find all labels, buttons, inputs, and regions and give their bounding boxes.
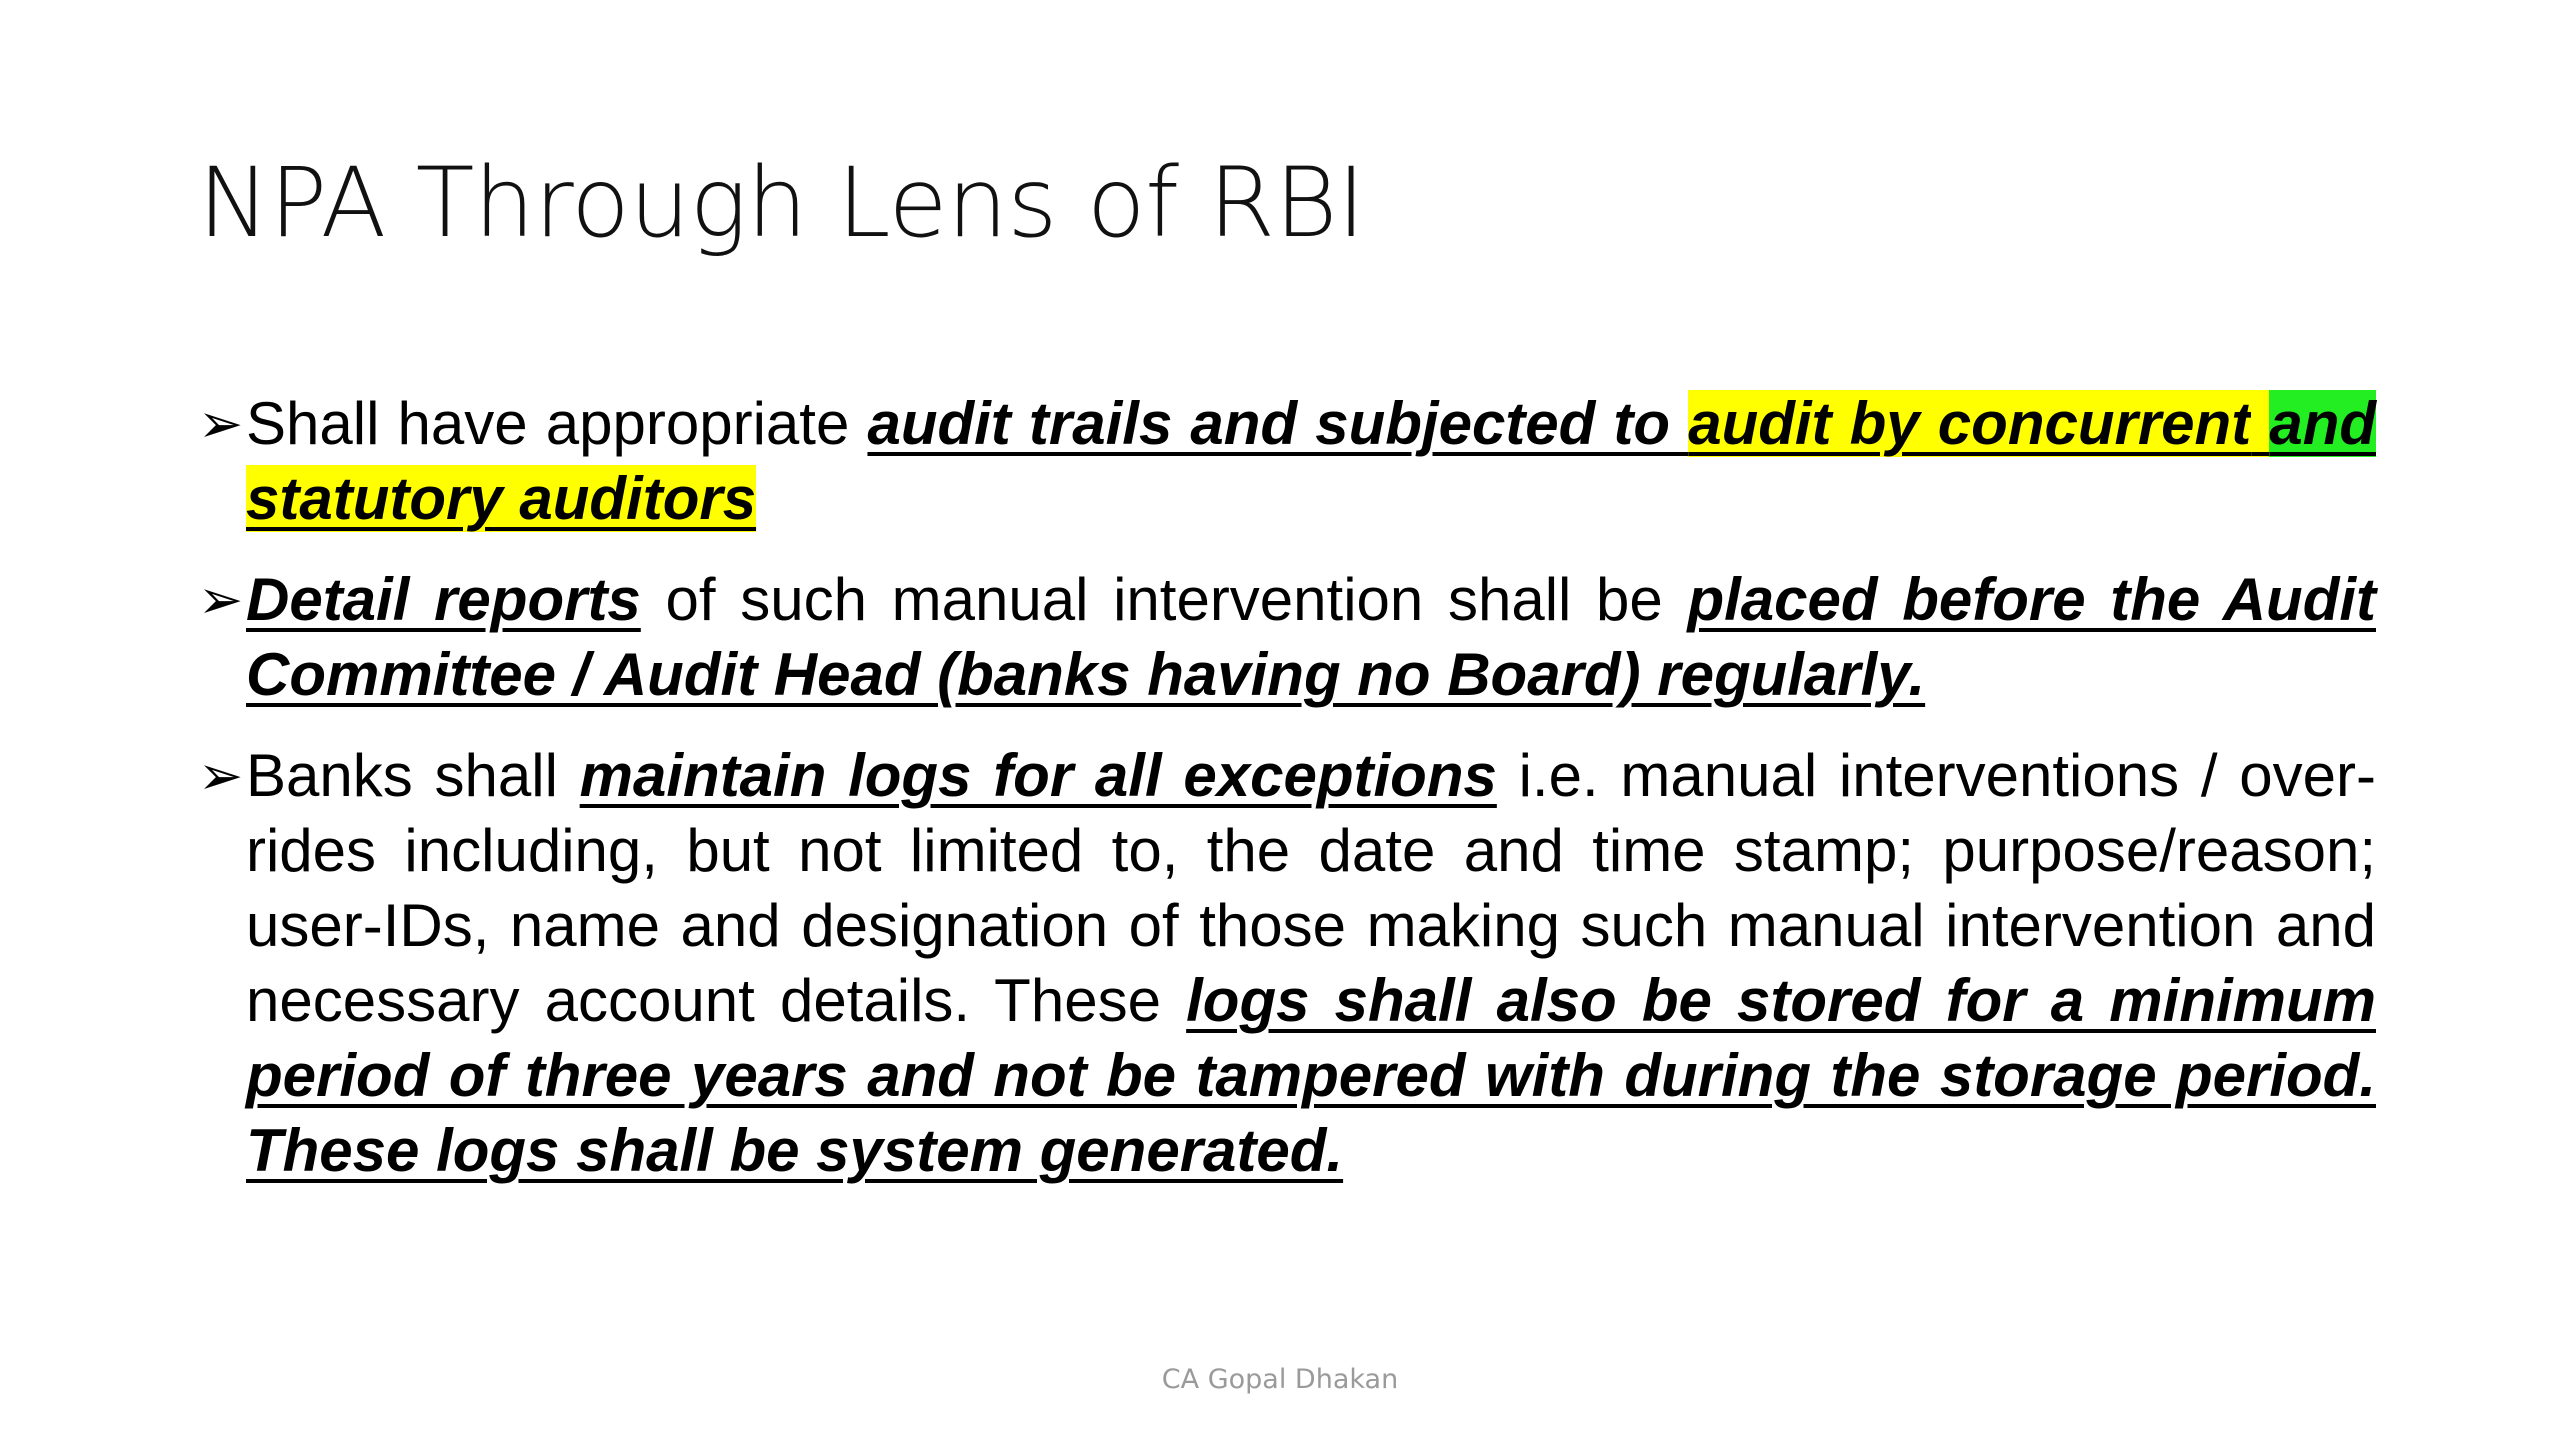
emphasis-text: Detail reports [246,566,641,633]
bullet-text: Banks shall [246,742,580,809]
bullet-item-maintain-logs [198,738,2376,1188]
highlighted-text-green: and [2269,390,2376,457]
arrow-bullet-icon: ➢ [198,744,244,807]
bullet-item-audit-trails [198,386,2376,536]
highlighted-text-yellow: statutory auditors [246,465,757,532]
bullet-text: Shall have appropriate [246,390,868,457]
emphasis-text: maintain logs for all exceptions [579,742,1497,809]
arrow-bullet-icon: ➢ [198,392,244,455]
highlighted-space [2251,390,2269,457]
slide-title: NPA Through Lens of RBI [198,147,1365,259]
highlighted-text-yellow: audit by concurrent [1688,390,2252,457]
emphasis-text: placed before the Audit Committee / Audit Head (banks having no Board) regularly. [246,566,2376,708]
bullet-text: of such manual intervention shall be [640,566,1688,633]
slide-footer: CA Gopal Dhakan [1161,1364,1399,1395]
arrow-bullet-icon: ➢ [198,568,244,631]
bullet-text: i.e. manual interventions / over-rides including, but not limited to, the date and time stamp; purpose/reason; user-IDs, name and designation of those making such manual intervention and necessary account details. These [246,742,2376,1034]
emphasis-text: logs shall also be stored for a minimum period of three years and not be tampered with during the storage period. These logs shall be system generated. [246,967,2376,1184]
emphasis-text: audit trails and subjected to [867,390,1689,457]
bullet-list [198,386,2376,1214]
bullet-item-detail-reports [198,562,2376,712]
